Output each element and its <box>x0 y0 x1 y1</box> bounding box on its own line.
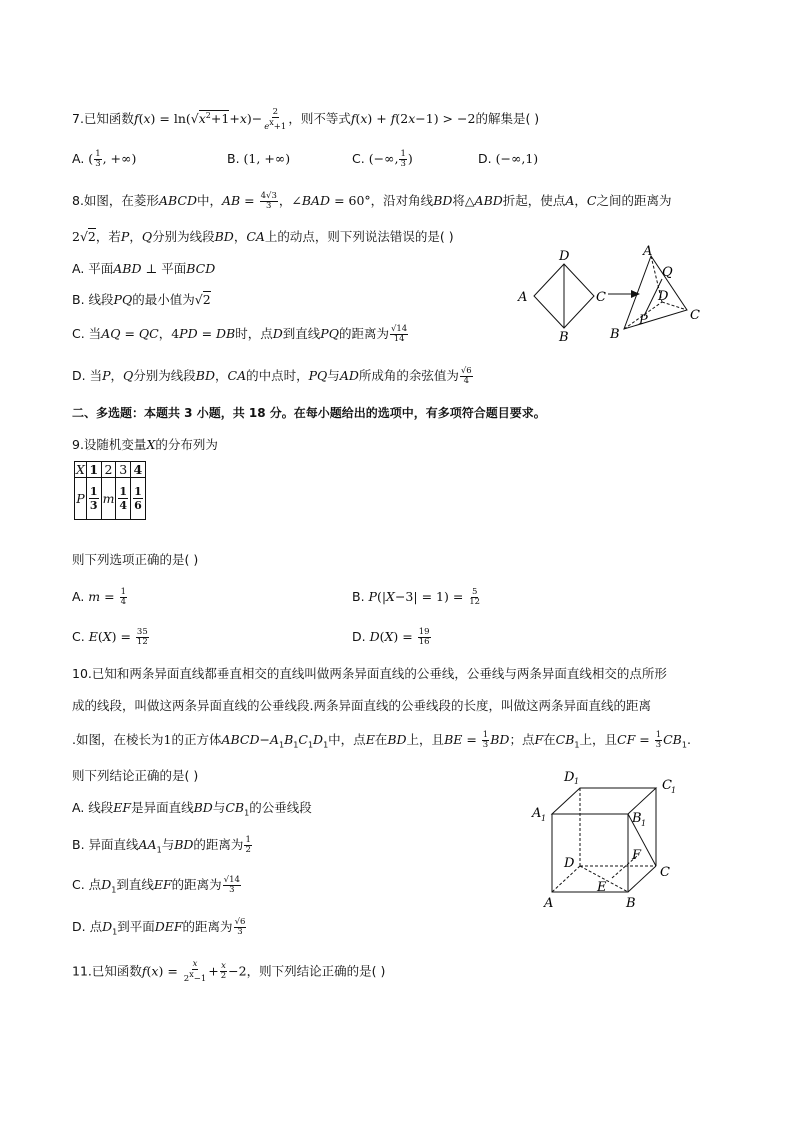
table-cell: 3 <box>116 462 131 478</box>
q7-option-d: D. (−∞,1) <box>478 151 539 166</box>
svg-text:A: A <box>518 290 528 305</box>
q7-stem: 7.已知函数$f(x) = \ln(√x^2+1+x)-$ $\frac{2}{e^x+1}$ ，则不等式f(x) + f(2x−1) > −2的解集是( ) <box>72 106 540 132</box>
q10-line3: .如图，在棱长为1的正方体$ABCD-A_1B_1C_1D_1$中，点E在BD上，且BE = $\frac{1}{3}$ BD；点F在$CB_1$上，且CF = $\frac{1}{3}$ $CB_1$. <box>72 730 691 750</box>
svg-text:F: F <box>632 848 642 863</box>
table-cell: $\frac{1}{6}$ <box>131 478 146 520</box>
table-cell: 4 <box>131 462 146 478</box>
q10-option-d: D. 点$D_1$到平面DEF的距离为 $\frac{√6}{3}$ <box>72 917 246 937</box>
svg-text:C: C <box>662 778 672 793</box>
q9-prompt: 则下列选项正确的是( ) <box>72 552 199 567</box>
svg-text:P: P <box>639 313 648 328</box>
section-2-heading: 二、多选题：本题共 3 小题，共 18 分。在每小题给出的选项中，有多项符合题目要求。 <box>72 406 546 420</box>
q10-line2: 成的线段，叫做这两条异面直线的公垂线段.两条异面直线的公垂线段的长度，叫做这两条异面直线的距离 <box>72 698 651 713</box>
svg-text:A: A <box>532 806 542 821</box>
q11-stem: 11.已知函数f(x) = $\frac{x}{2^x-1}$ + $\frac{x}{2}$ −2，则下列结论正确的是( ) <box>72 959 386 984</box>
svg-text:A: A <box>544 896 554 911</box>
q8-line1: 8.如图，在菱形ABCD中，AB = $\frac{4√3}{3}$ ，∠BAD = 60°，沿对角线BD将△ABD折起，使点A，C之间的距离为 <box>72 191 672 211</box>
q7-mid: ，则不等式 <box>288 111 351 127</box>
q9-stem: 9.设随机变量X的分布列为 <box>72 437 218 452</box>
svg-text:A: A <box>643 244 653 259</box>
q8-option-b: B. 线段PQ的最小值为√2 <box>72 292 211 307</box>
svg-text:1: 1 <box>574 777 580 786</box>
table-cell: $\frac{1}{4}$ <box>116 478 131 520</box>
svg-text:C: C <box>596 290 606 305</box>
svg-text:B: B <box>610 327 620 342</box>
q10-option-a: A. 线段EF是异面直线BD与$CB_1$的公垂线段 <box>72 800 312 818</box>
q10-prompt: 则下列结论正确的是( ) <box>72 768 199 783</box>
svg-text:C: C <box>690 308 700 323</box>
table-cell: $\frac{1}{3}$ <box>86 478 101 520</box>
q8-option-d: D. 当P，Q分别为线段BD，CA的中点时，PQ与AD所成角的余弦值为 $\frac{√6}{4}$ <box>72 366 472 386</box>
table-cell: 1 <box>86 462 101 478</box>
table-cell: X <box>76 462 85 477</box>
svg-text:1: 1 <box>671 786 677 795</box>
q7-option-c: C. (−∞, $\frac{1}{3}$ ) <box>352 149 413 169</box>
svg-text:C: C <box>660 865 670 880</box>
q8-line2: 2√2，若P，Q分别为线段BD，CA上的动点，则下列说法错误的是( ) <box>72 229 454 244</box>
q10-line1: 10.已知和两条异面直线都垂直相交的直线叫做两条异面直线的公垂线，公垂线与两条异面直线相交的点所形 <box>72 666 667 681</box>
q10-option-c: C. 点$D_1$到直线EF的距离为 $\frac{√14}{3}$ <box>72 875 240 895</box>
q9-option-d: D. D(X) = $\frac{19}{16}$ <box>352 627 430 647</box>
svg-text:B: B <box>559 330 569 344</box>
q9-option-c: C. E(X) = $\frac{35}{12}$ <box>72 627 148 647</box>
svg-text:1: 1 <box>541 814 547 823</box>
q7-suffix: 的解集是( ) <box>475 111 540 127</box>
q8-option-c: C. 当AQ = QC，4PD = DB时，点D到直线PQ的距离为 $\frac{√14}{14}$ <box>72 324 408 344</box>
q10-cube-figure <box>528 766 688 916</box>
q9-option-a: A. m = $\frac{1}{4}$ <box>72 587 126 607</box>
q7-prefix: 7.已知函数 <box>72 111 134 127</box>
svg-text:D: D <box>658 289 669 304</box>
table-cell: m <box>101 478 116 520</box>
svg-text:D: D <box>564 770 575 785</box>
table-cell: 2 <box>101 462 116 478</box>
svg-text:B: B <box>632 811 642 826</box>
q8-figure <box>512 244 712 344</box>
svg-text:E: E <box>597 880 607 895</box>
table-cell: P <box>75 478 87 520</box>
svg-text:D: D <box>564 856 575 871</box>
svg-text:1: 1 <box>641 819 647 828</box>
q9-option-b: B. P(|X−3| = 1) = $\frac{5}{12}$ <box>352 587 481 607</box>
q8-option-a: A. 平面ABD ⊥ 平面BCD <box>72 261 216 276</box>
svg-text:B: B <box>626 896 636 911</box>
q7-option-b: B. (1, +∞) <box>227 151 291 166</box>
svg-text:D: D <box>559 249 570 264</box>
q7-option-a: A. ( $\frac{1}{3}$ , +∞) <box>72 149 137 169</box>
q10-option-b: B. 异面直线$AA_1$与BD的距离为 $\frac{1}{2}$ <box>72 835 251 855</box>
svg-text:Q: Q <box>662 265 673 280</box>
q9-distribution-table <box>74 461 146 520</box>
